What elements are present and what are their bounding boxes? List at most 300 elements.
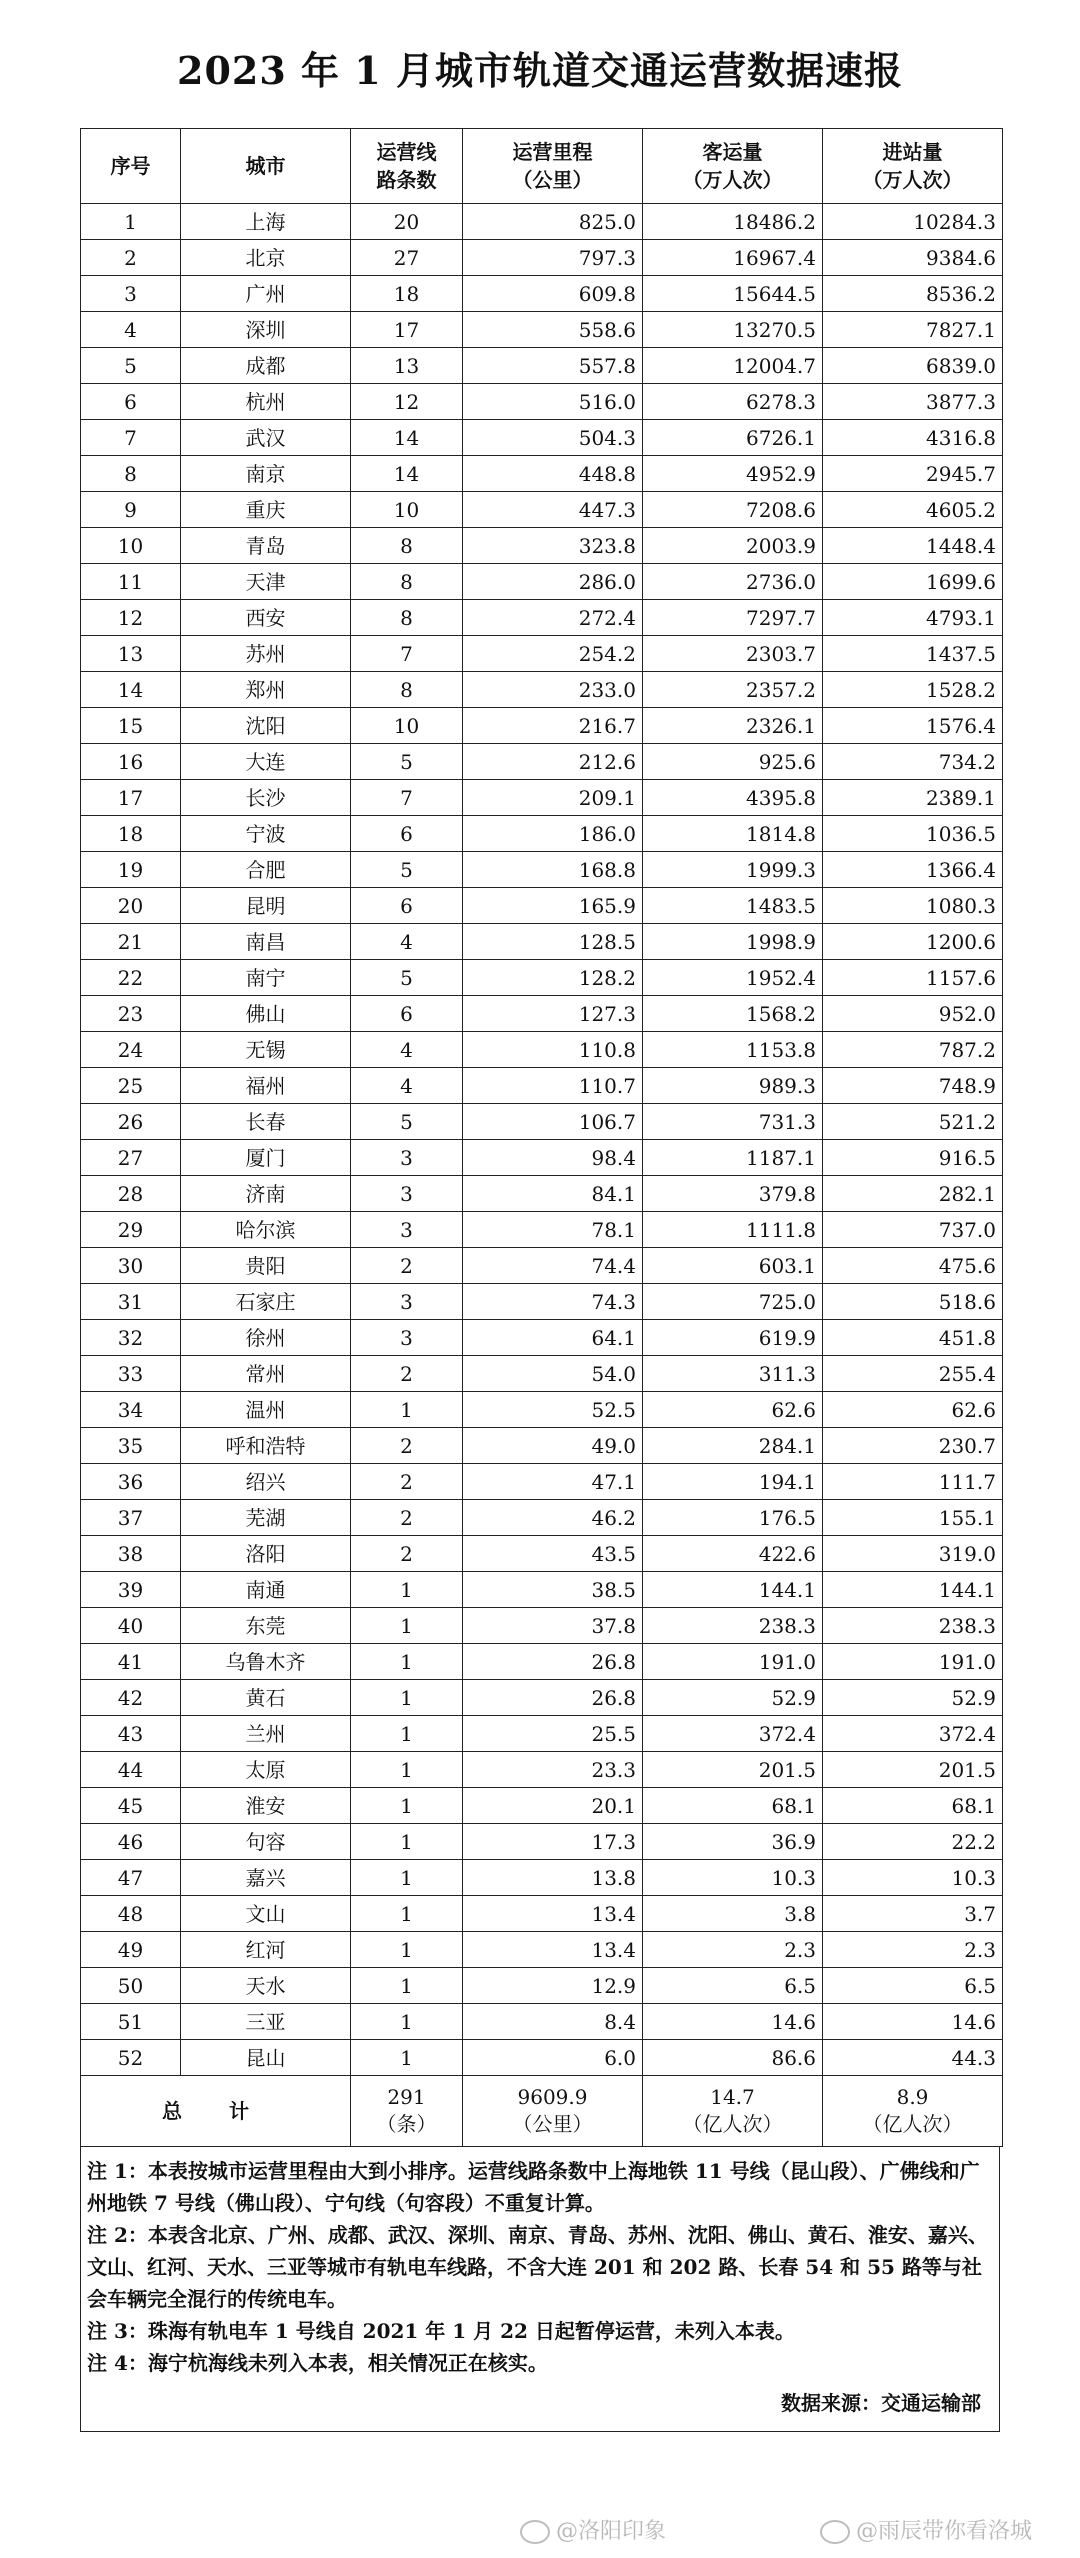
cell-city: 佛山 — [181, 996, 351, 1032]
cell-mileage: 13.4 — [463, 1896, 643, 1932]
cell-entries: 7827.1 — [823, 312, 1003, 348]
table-row — [81, 420, 1003, 456]
weibo-icon — [820, 2520, 850, 2544]
header-entries-line1: 进站量 — [882, 140, 943, 164]
cell-seq: 5 — [81, 348, 181, 384]
cell-passengers: 2357.2 — [643, 672, 823, 708]
table-row — [81, 780, 1003, 816]
weibo-icon — [520, 2520, 550, 2544]
header-passengers-line1: 客运量 — [702, 140, 763, 164]
note-2: 注 2：本表含北京、广州、成都、武汉、深圳、南京、青岛、苏州、沈阳、佛山、黄石、淮安、嘉兴、文山、红河、天水、三亚等城市有轨电车线路，不含大连 201 和 202 路、长春 54 和 55 路等与社会车辆完全混行的传统电车。 — [87, 2223, 988, 2311]
total-passengers-cell — [643, 2076, 823, 2147]
cell-passengers: 311.3 — [643, 1356, 823, 1392]
cell-city: 西安 — [181, 600, 351, 636]
note-3: 注 3：珠海有轨电车 1 号线自 2021 年 1 月 22 日起暂停运营，未列入本表。 — [87, 2319, 795, 2343]
cell-city: 句容 — [181, 1824, 351, 1860]
cell-mileage: 49.0 — [463, 1428, 643, 1464]
cell-city: 广州 — [181, 276, 351, 312]
table-row — [81, 1356, 1003, 1392]
table-row — [81, 1680, 1003, 1716]
cell-entries: 4605.2 — [823, 492, 1003, 528]
cell-seq: 17 — [81, 780, 181, 816]
cell-city: 长沙 — [181, 780, 351, 816]
cell-passengers: 15644.5 — [643, 276, 823, 312]
table-row — [81, 1968, 1003, 2004]
cell-city: 乌鲁木齐 — [181, 1644, 351, 1680]
table-row — [81, 1788, 1003, 1824]
cell-entries: 44.3 — [823, 2040, 1003, 2076]
cell-entries: 238.3 — [823, 1608, 1003, 1644]
cell-entries: 2945.7 — [823, 456, 1003, 492]
cell-passengers: 989.3 — [643, 1068, 823, 1104]
cell-seq: 7 — [81, 420, 181, 456]
table-row — [81, 1248, 1003, 1284]
cell-city: 沈阳 — [181, 708, 351, 744]
cell-seq: 23 — [81, 996, 181, 1032]
data-table — [80, 128, 1003, 2147]
cell-mileage: 212.6 — [463, 744, 643, 780]
cell-entries: 10284.3 — [823, 204, 1003, 240]
cell-entries: 255.4 — [823, 1356, 1003, 1392]
cell-seq: 10 — [81, 528, 181, 564]
cell-lines: 1 — [351, 1680, 463, 1716]
cell-entries: 2.3 — [823, 1932, 1003, 1968]
cell-entries: 1157.6 — [823, 960, 1003, 996]
cell-lines: 12 — [351, 384, 463, 420]
cell-mileage: 25.5 — [463, 1716, 643, 1752]
cell-entries: 22.2 — [823, 1824, 1003, 1860]
cell-passengers: 68.1 — [643, 1788, 823, 1824]
table-row — [81, 492, 1003, 528]
note-4: 注 4：海宁杭海线未列入本表，相关情况正在核实。 — [87, 2351, 548, 2375]
table-row — [81, 1644, 1003, 1680]
cell-passengers: 144.1 — [643, 1572, 823, 1608]
cell-mileage: 128.2 — [463, 960, 643, 996]
cell-city: 深圳 — [181, 312, 351, 348]
cell-mileage: 557.8 — [463, 348, 643, 384]
cell-lines: 1 — [351, 1896, 463, 1932]
cell-lines: 5 — [351, 852, 463, 888]
cell-entries: 6839.0 — [823, 348, 1003, 384]
cell-seq: 16 — [81, 744, 181, 780]
cell-mileage: 20.1 — [463, 1788, 643, 1824]
cell-entries: 191.0 — [823, 1644, 1003, 1680]
cell-entries: 3.7 — [823, 1896, 1003, 1932]
notes-section — [80, 2147, 1000, 2432]
cell-city: 北京 — [181, 240, 351, 276]
cell-city: 福州 — [181, 1068, 351, 1104]
cell-city: 红河 — [181, 1932, 351, 1968]
cell-lines: 14 — [351, 420, 463, 456]
table-row — [81, 528, 1003, 564]
cell-passengers: 1483.5 — [643, 888, 823, 924]
watermark-1-text: @洛阳印象 — [556, 2519, 667, 2544]
cell-lines: 4 — [351, 1068, 463, 1104]
cell-entries: 4793.1 — [823, 600, 1003, 636]
cell-city: 天水 — [181, 1968, 351, 2004]
cell-entries: 111.7 — [823, 1464, 1003, 1500]
cell-entries: 201.5 — [823, 1752, 1003, 1788]
cell-city: 黄石 — [181, 1680, 351, 1716]
cell-city: 昆山 — [181, 2040, 351, 2076]
cell-passengers: 4952.9 — [643, 456, 823, 492]
cell-mileage: 216.7 — [463, 708, 643, 744]
cell-entries: 1036.5 — [823, 816, 1003, 852]
cell-entries: 1437.5 — [823, 636, 1003, 672]
cell-seq: 37 — [81, 1500, 181, 1536]
table-row — [81, 1284, 1003, 1320]
cell-city: 徐州 — [181, 1320, 351, 1356]
cell-lines: 18 — [351, 276, 463, 312]
cell-entries: 8536.2 — [823, 276, 1003, 312]
table-row — [81, 708, 1003, 744]
cell-seq: 32 — [81, 1320, 181, 1356]
table-row — [81, 348, 1003, 384]
cell-mileage: 209.1 — [463, 780, 643, 816]
cell-passengers: 10.3 — [643, 1860, 823, 1896]
cell-entries: 1448.4 — [823, 528, 1003, 564]
cell-seq: 46 — [81, 1824, 181, 1860]
cell-mileage: 84.1 — [463, 1176, 643, 1212]
cell-seq: 47 — [81, 1860, 181, 1896]
cell-seq: 18 — [81, 816, 181, 852]
table-row — [81, 1176, 1003, 1212]
cell-seq: 40 — [81, 1608, 181, 1644]
cell-seq: 20 — [81, 888, 181, 924]
table-row — [81, 1896, 1003, 1932]
cell-city: 兰州 — [181, 1716, 351, 1752]
header-passengers — [643, 129, 823, 204]
cell-lines: 20 — [351, 204, 463, 240]
cell-entries: 1200.6 — [823, 924, 1003, 960]
cell-lines: 1 — [351, 1392, 463, 1428]
cell-city: 无锡 — [181, 1032, 351, 1068]
table-row — [81, 1932, 1003, 1968]
cell-lines: 1 — [351, 1824, 463, 1860]
cell-mileage: 17.3 — [463, 1824, 643, 1860]
cell-lines: 13 — [351, 348, 463, 384]
cell-city: 东莞 — [181, 1608, 351, 1644]
cell-mileage: 127.3 — [463, 996, 643, 1032]
cell-passengers: 2736.0 — [643, 564, 823, 600]
cell-passengers: 2303.7 — [643, 636, 823, 672]
cell-lines: 8 — [351, 600, 463, 636]
cell-mileage: 46.2 — [463, 1500, 643, 1536]
cell-entries: 230.7 — [823, 1428, 1003, 1464]
cell-entries: 155.1 — [823, 1500, 1003, 1536]
table-row — [81, 1428, 1003, 1464]
table-row — [81, 672, 1003, 708]
cell-mileage: 323.8 — [463, 528, 643, 564]
watermark-1 — [520, 2514, 666, 2545]
cell-seq: 21 — [81, 924, 181, 960]
cell-passengers: 16967.4 — [643, 240, 823, 276]
cell-passengers: 1111.8 — [643, 1212, 823, 1248]
table-row — [81, 312, 1003, 348]
cell-entries: 319.0 — [823, 1536, 1003, 1572]
header-mileage — [463, 129, 643, 204]
cell-seq: 51 — [81, 2004, 181, 2040]
cell-entries: 282.1 — [823, 1176, 1003, 1212]
cell-seq: 35 — [81, 1428, 181, 1464]
cell-lines: 8 — [351, 528, 463, 564]
cell-mileage: 38.5 — [463, 1572, 643, 1608]
table-row — [81, 240, 1003, 276]
cell-passengers: 2.3 — [643, 1932, 823, 1968]
cell-seq: 43 — [81, 1716, 181, 1752]
cell-passengers: 7208.6 — [643, 492, 823, 528]
cell-entries: 372.4 — [823, 1716, 1003, 1752]
table-row — [81, 1320, 1003, 1356]
cell-lines: 6 — [351, 996, 463, 1032]
total-passengers: 14.7 — [710, 2085, 755, 2109]
header-mileage-line1: 运营里程 — [512, 140, 593, 164]
cell-seq: 22 — [81, 960, 181, 996]
cell-seq: 33 — [81, 1356, 181, 1392]
cell-seq: 6 — [81, 384, 181, 420]
cell-passengers: 12004.7 — [643, 348, 823, 384]
cell-mileage: 12.9 — [463, 1968, 643, 2004]
cell-lines: 5 — [351, 1104, 463, 1140]
cell-mileage: 47.1 — [463, 1464, 643, 1500]
cell-mileage: 23.3 — [463, 1752, 643, 1788]
total-lines-cell — [351, 2076, 463, 2147]
cell-mileage: 128.5 — [463, 924, 643, 960]
table-row — [81, 924, 1003, 960]
cell-passengers: 284.1 — [643, 1428, 823, 1464]
table-row — [81, 1140, 1003, 1176]
cell-entries: 3877.3 — [823, 384, 1003, 420]
table-row — [81, 1464, 1003, 1500]
cell-lines: 2 — [351, 1464, 463, 1500]
cell-lines: 5 — [351, 960, 463, 996]
cell-city: 南昌 — [181, 924, 351, 960]
cell-entries: 144.1 — [823, 1572, 1003, 1608]
table-row — [81, 816, 1003, 852]
cell-lines: 2 — [351, 1428, 463, 1464]
cell-passengers: 62.6 — [643, 1392, 823, 1428]
cell-city: 昆明 — [181, 888, 351, 924]
cell-city: 芜湖 — [181, 1500, 351, 1536]
total-lines: 291 — [387, 2085, 426, 2109]
cell-mileage: 106.7 — [463, 1104, 643, 1140]
cell-seq: 1 — [81, 204, 181, 240]
cell-lines: 2 — [351, 1356, 463, 1392]
cell-passengers: 1814.8 — [643, 816, 823, 852]
header-seq: 序号 — [81, 129, 181, 204]
total-mileage-unit: （公里） — [512, 2112, 593, 2136]
cell-lines: 5 — [351, 744, 463, 780]
cell-passengers: 4395.8 — [643, 780, 823, 816]
total-entries: 8.9 — [896, 2085, 929, 2109]
cell-city: 青岛 — [181, 528, 351, 564]
cell-passengers: 18486.2 — [643, 204, 823, 240]
cell-passengers: 2003.9 — [643, 528, 823, 564]
cell-mileage: 504.3 — [463, 420, 643, 456]
cell-mileage: 26.8 — [463, 1644, 643, 1680]
cell-entries: 4316.8 — [823, 420, 1003, 456]
cell-seq: 11 — [81, 564, 181, 600]
table-row — [81, 1536, 1003, 1572]
cell-passengers: 725.0 — [643, 1284, 823, 1320]
cell-entries: 737.0 — [823, 1212, 1003, 1248]
cell-passengers: 13270.5 — [643, 312, 823, 348]
cell-passengers: 422.6 — [643, 1536, 823, 1572]
cell-entries: 952.0 — [823, 996, 1003, 1032]
cell-entries: 6.5 — [823, 1968, 1003, 2004]
cell-passengers: 1568.2 — [643, 996, 823, 1032]
cell-passengers: 6726.1 — [643, 420, 823, 456]
cell-seq: 4 — [81, 312, 181, 348]
header-mileage-line2: （公里） — [512, 168, 593, 192]
cell-seq: 13 — [81, 636, 181, 672]
table-row — [81, 1716, 1003, 1752]
cell-seq: 27 — [81, 1140, 181, 1176]
cell-lines: 1 — [351, 1932, 463, 1968]
cell-entries: 451.8 — [823, 1320, 1003, 1356]
cell-city: 洛阳 — [181, 1536, 351, 1572]
page-title: 2023 年 1 月城市轨道交通运营数据速报 — [177, 48, 903, 93]
cell-city: 大连 — [181, 744, 351, 780]
cell-lines: 2 — [351, 1500, 463, 1536]
cell-passengers: 603.1 — [643, 1248, 823, 1284]
table-row — [81, 2040, 1003, 2076]
cell-lines: 1 — [351, 1608, 463, 1644]
header-lines — [351, 129, 463, 204]
cell-mileage: 168.8 — [463, 852, 643, 888]
cell-entries: 1080.3 — [823, 888, 1003, 924]
cell-mileage: 516.0 — [463, 384, 643, 420]
cell-city: 合肥 — [181, 852, 351, 888]
cell-entries: 68.1 — [823, 1788, 1003, 1824]
cell-entries: 521.2 — [823, 1104, 1003, 1140]
cell-seq: 39 — [81, 1572, 181, 1608]
cell-lines: 10 — [351, 492, 463, 528]
report-frame — [80, 128, 1002, 2432]
table-row — [81, 456, 1003, 492]
cell-mileage: 6.0 — [463, 2040, 643, 2076]
cell-lines: 1 — [351, 1788, 463, 1824]
cell-seq: 14 — [81, 672, 181, 708]
header-passengers-line2: （万人次） — [682, 168, 783, 192]
cell-city: 济南 — [181, 1176, 351, 1212]
cell-lines: 3 — [351, 1284, 463, 1320]
cell-passengers: 925.6 — [643, 744, 823, 780]
table-row — [81, 1572, 1003, 1608]
header-entries — [823, 129, 1003, 204]
table-row — [81, 1392, 1003, 1428]
cell-seq: 42 — [81, 1680, 181, 1716]
table-row — [81, 204, 1003, 240]
cell-lines: 8 — [351, 672, 463, 708]
cell-city: 文山 — [181, 1896, 351, 1932]
header-city: 城市 — [181, 129, 351, 204]
cell-seq: 31 — [81, 1284, 181, 1320]
cell-lines: 8 — [351, 564, 463, 600]
header-lines-line1: 运营线 — [376, 140, 437, 164]
cell-city: 重庆 — [181, 492, 351, 528]
cell-passengers: 2326.1 — [643, 708, 823, 744]
cell-lines: 2 — [351, 1248, 463, 1284]
table-row — [81, 1068, 1003, 1104]
total-mileage: 9609.9 — [517, 2085, 588, 2109]
cell-seq: 36 — [81, 1464, 181, 1500]
cell-seq: 19 — [81, 852, 181, 888]
header-entries-line2: （万人次） — [862, 168, 963, 192]
table-row — [81, 636, 1003, 672]
cell-passengers: 86.6 — [643, 2040, 823, 2076]
cell-seq: 2 — [81, 240, 181, 276]
cell-city: 石家庄 — [181, 1284, 351, 1320]
cell-lines: 3 — [351, 1176, 463, 1212]
total-entries-cell — [823, 2076, 1003, 2147]
cell-entries: 748.9 — [823, 1068, 1003, 1104]
cell-city: 南宁 — [181, 960, 351, 996]
cell-city: 南京 — [181, 456, 351, 492]
cell-lines: 1 — [351, 1860, 463, 1896]
cell-seq: 49 — [81, 1932, 181, 1968]
cell-lines: 7 — [351, 780, 463, 816]
cell-passengers: 1998.9 — [643, 924, 823, 960]
cell-lines: 1 — [351, 1716, 463, 1752]
cell-entries: 1699.6 — [823, 564, 1003, 600]
cell-seq: 25 — [81, 1068, 181, 1104]
cell-passengers: 14.6 — [643, 2004, 823, 2040]
cell-city: 常州 — [181, 1356, 351, 1392]
cell-passengers: 1187.1 — [643, 1140, 823, 1176]
cell-seq: 50 — [81, 1968, 181, 2004]
cell-mileage: 74.4 — [463, 1248, 643, 1284]
table-row — [81, 996, 1003, 1032]
cell-mileage: 13.4 — [463, 1932, 643, 1968]
cell-seq: 34 — [81, 1392, 181, 1428]
cell-lines: 3 — [351, 1212, 463, 1248]
cell-lines: 1 — [351, 1572, 463, 1608]
cell-seq: 52 — [81, 2040, 181, 2076]
cell-entries: 1576.4 — [823, 708, 1003, 744]
cell-seq: 15 — [81, 708, 181, 744]
cell-mileage: 26.8 — [463, 1680, 643, 1716]
cell-passengers: 194.1 — [643, 1464, 823, 1500]
table-header-row — [81, 129, 1003, 204]
cell-city: 武汉 — [181, 420, 351, 456]
cell-passengers: 191.0 — [643, 1644, 823, 1680]
cell-mileage: 78.1 — [463, 1212, 643, 1248]
table-row — [81, 384, 1003, 420]
total-entries-unit: （亿人次） — [862, 2112, 963, 2136]
cell-mileage: 43.5 — [463, 1536, 643, 1572]
cell-mileage: 8.4 — [463, 2004, 643, 2040]
cell-city: 三亚 — [181, 2004, 351, 2040]
cell-mileage: 165.9 — [463, 888, 643, 924]
cell-lines: 1 — [351, 1752, 463, 1788]
cell-lines: 7 — [351, 636, 463, 672]
cell-entries: 9384.6 — [823, 240, 1003, 276]
cell-passengers: 52.9 — [643, 1680, 823, 1716]
cell-mileage: 52.5 — [463, 1392, 643, 1428]
cell-passengers: 1153.8 — [643, 1032, 823, 1068]
cell-entries: 1366.4 — [823, 852, 1003, 888]
cell-seq: 28 — [81, 1176, 181, 1212]
table-row — [81, 1860, 1003, 1896]
table-row — [81, 1752, 1003, 1788]
cell-city: 太原 — [181, 1752, 351, 1788]
table-row — [81, 960, 1003, 996]
cell-seq: 45 — [81, 1788, 181, 1824]
cell-city: 绍兴 — [181, 1464, 351, 1500]
cell-lines: 1 — [351, 2004, 463, 2040]
cell-passengers: 731.3 — [643, 1104, 823, 1140]
